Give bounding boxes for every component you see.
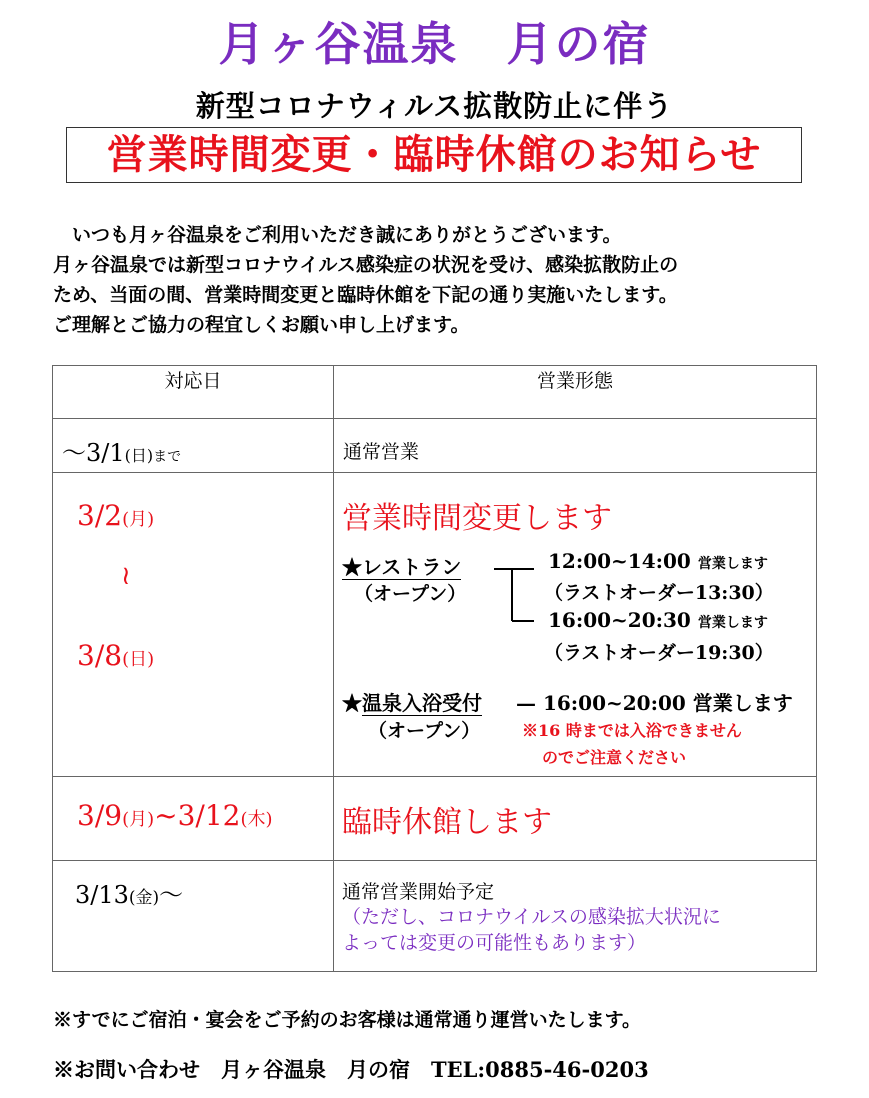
- page-subtitle: 新型コロナウィルス拡散防止に伴う: [195, 89, 674, 123]
- table-header-row: [53, 366, 817, 419]
- table-row: [53, 473, 817, 777]
- row2-status: 営業時間変更します ★レストラン （オープン） 12:00~14:00 営業します （ラストオーダー13:30） 16:00~20:30 営業します （ラストオーダー19:30） ★温泉入浴受付 （オープン） — 16:00~20:00 営業します ※16 時までは入浴できません のでご注意ください: [334, 473, 817, 777]
- footer-reservation-note: ※すでにご宿泊・宴会をご予約のお客様は通常通り運営いたします。: [53, 1009, 642, 1031]
- range-tilde: ≀: [121, 561, 131, 591]
- footer-contact: ※お問い合わせ 月ヶ谷温泉 月の宿 TEL:0885-46-0203: [53, 1057, 649, 1082]
- intro-line: いつも月ヶ谷温泉をご利用いただき誠にありがとうございます。: [53, 224, 622, 246]
- row1-status: 通常営業: [334, 419, 817, 473]
- table-row: [53, 861, 817, 972]
- table-row: [53, 419, 817, 473]
- restaurant-label: ★レストラン: [342, 555, 462, 579]
- bath-label: ★温泉入浴受付: [342, 691, 482, 715]
- schedule-table: [52, 365, 817, 972]
- restaurant-bracket: [494, 559, 550, 631]
- header-date: 対応日: [53, 366, 334, 419]
- intro-line: ご理解とご協力の程宜しくお願い申し上げます。: [53, 314, 470, 336]
- row3-status: 臨時休館します: [334, 777, 817, 861]
- intro-line: ため、当面の間、営業時間変更と臨時休館を下記の通り実施いたします。: [53, 284, 678, 306]
- intro-line: 月ヶ谷温泉では新型コロナウイルス感染症の状況を受け、感染拡散防止の: [53, 254, 679, 276]
- notice-heading: 営業時間変更・臨時休館のお知らせ: [106, 131, 762, 178]
- row1-date: ～3/1(日)まで: [53, 419, 334, 473]
- intro-text: [53, 220, 843, 340]
- row3-date: 3/9(月)~3/12(木): [53, 777, 334, 861]
- header-status: 営業形態: [334, 366, 817, 419]
- table-row: [53, 777, 817, 861]
- page-title: 月ヶ谷温泉 月の宿: [218, 17, 651, 71]
- row4-status: 通常営業開始予定 （ただし、コロナウイルスの感染拡大状況に よっては変更の可能性もあります）: [334, 861, 817, 972]
- row2-date: 3/2(月) ≀ 3/8(日): [53, 473, 334, 777]
- row4-date: 3/13(金)～: [53, 861, 334, 972]
- row2-headline: 営業時間変更します: [342, 501, 612, 536]
